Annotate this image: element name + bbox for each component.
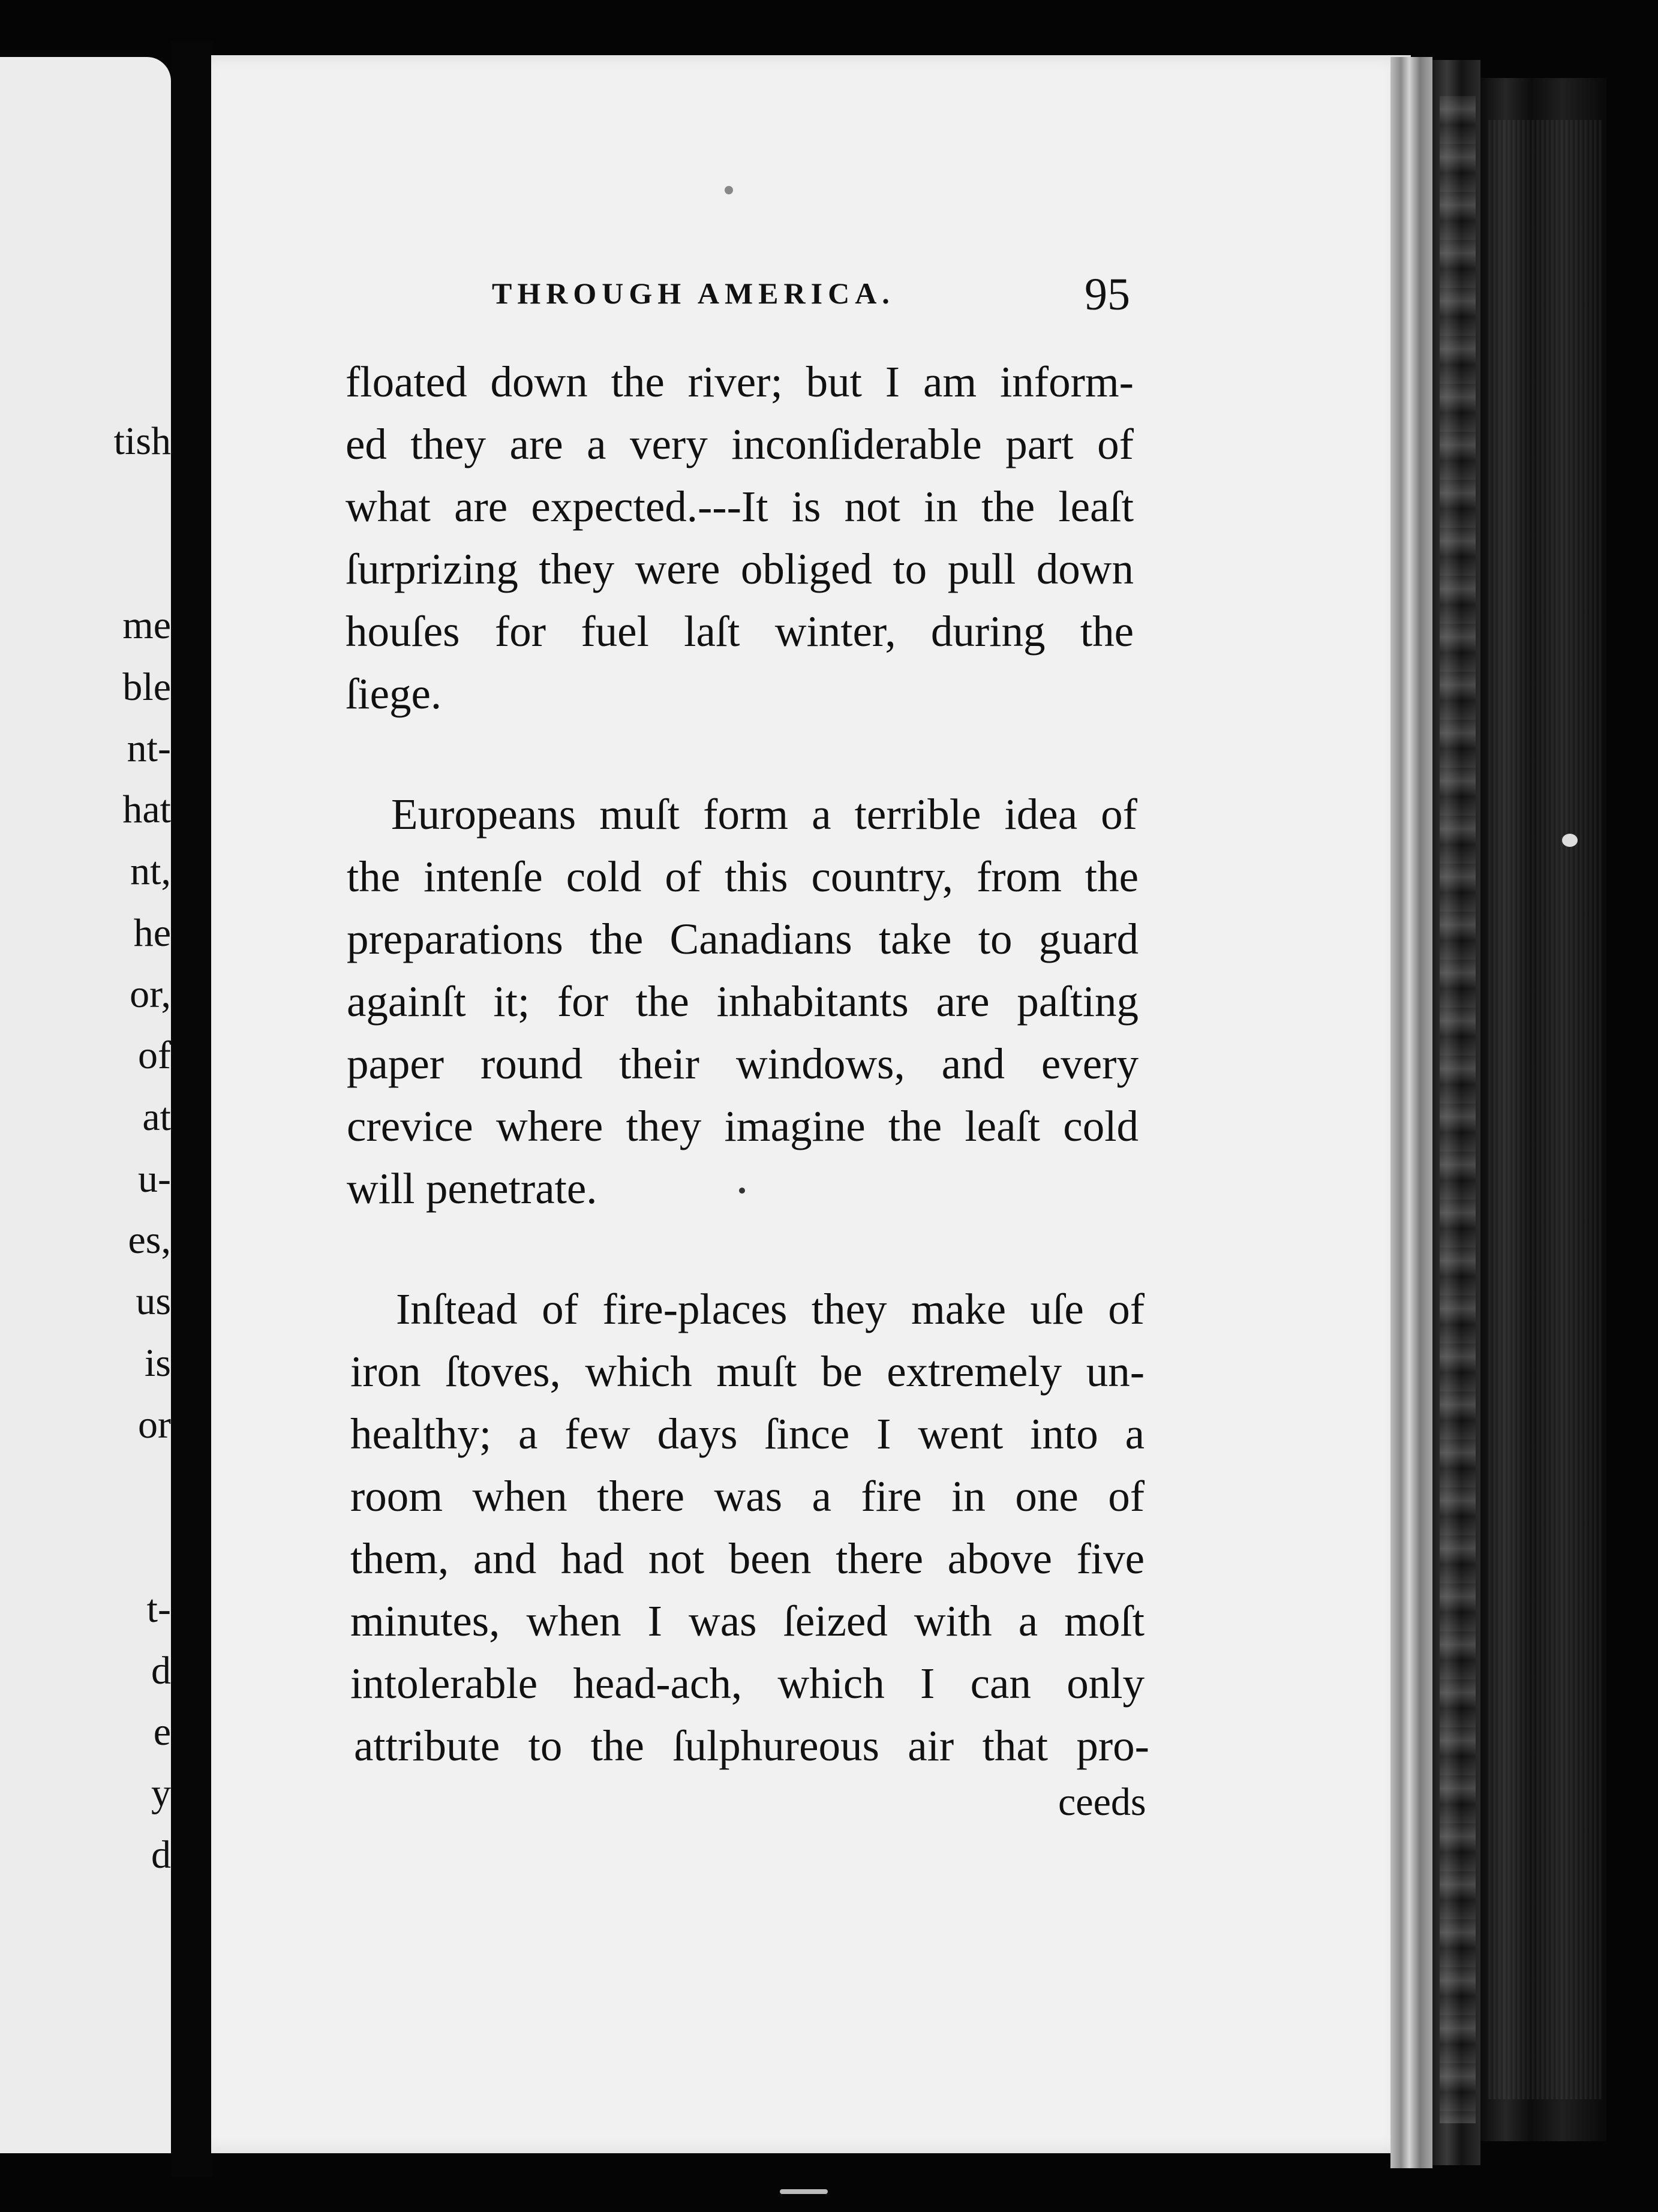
page-edge-texture: [1440, 96, 1476, 2123]
book-cover-edge-lines: [1488, 120, 1602, 2099]
left-page-fragment: d: [151, 1833, 171, 1877]
left-page-fragment: he: [133, 911, 171, 955]
text-line: ed they are a very inconſiderable part of: [346, 420, 1134, 468]
running-head: THROUGH AMERICA.: [492, 276, 895, 310]
text-line: houſes for fuel laſt winter, during the: [346, 607, 1134, 656]
scan-speck: [1562, 834, 1578, 847]
book-gutter: [171, 42, 213, 2177]
text-line: Europeans muſt form a terrible idea of: [391, 790, 1137, 838]
scan-speck: [739, 1188, 745, 1194]
text-line: crevice where they imagine the leaſt cold: [347, 1102, 1139, 1150]
left-page-fragment: ble: [122, 665, 171, 709]
text-line: paper round their windows, and every: [347, 1039, 1139, 1088]
text-line: the intenſe cold of this country, from the: [347, 852, 1139, 901]
left-page-fragment: d: [151, 1649, 171, 1693]
text-line: iron ſtoves, which muſt be extremely un-: [350, 1347, 1145, 1396]
text-line: floated down the river; but I am inform-: [346, 357, 1134, 406]
left-page-fragment: at: [142, 1095, 171, 1139]
text-line: intolerable head-ach, which I can only: [350, 1659, 1145, 1708]
left-page-fragment: es,: [128, 1218, 171, 1262]
left-page-fragment: tish: [113, 419, 171, 463]
left-page-fragment: me: [122, 603, 171, 647]
left-page-fragment: u-: [138, 1157, 171, 1201]
left-page-fragment: hat: [122, 788, 171, 831]
left-page-fragment: or,: [130, 972, 171, 1016]
left-page-fragment: y: [151, 1771, 171, 1815]
page-edge-stack: [1390, 57, 1432, 2168]
catchword: ceeds: [1058, 1780, 1146, 1824]
text-line: attribute to the ſulphureous air that pro-: [354, 1721, 1149, 1770]
text-line: minutes, when I was ſeized with a moſt: [350, 1597, 1145, 1645]
left-page-fragment: e: [153, 1710, 171, 1754]
text-line: ſurprizing they were obliged to pull down: [346, 545, 1134, 593]
scan-speck: [780, 2189, 828, 2194]
left-page-fragment: us: [136, 1279, 171, 1323]
left-page-fragment: nt-: [127, 726, 171, 770]
text-line: room when there was a fire in one of: [350, 1472, 1145, 1520]
text-line: againſt it; for the inhabitants are paſting: [347, 977, 1139, 1026]
text-line: ſiege.: [346, 669, 442, 718]
left-facing-page: [0, 57, 171, 2153]
scan-speck: [725, 186, 733, 194]
text-line: them, and had not been there above five: [350, 1534, 1145, 1583]
left-page-fragment: is: [144, 1341, 171, 1385]
text-line: healthy; a few days ſince I went into a: [350, 1409, 1145, 1458]
text-line: Inſtead of fire-places they make uſe of: [396, 1285, 1145, 1333]
left-page-fragment: nt,: [130, 849, 171, 893]
left-page-fragment: or: [138, 1403, 171, 1447]
page-number: 95: [1085, 269, 1130, 320]
text-line: will penetrate.: [347, 1164, 597, 1213]
left-page-fragment: of: [138, 1033, 171, 1077]
text-line: what are expected.---It is not in the leaſt: [346, 482, 1134, 531]
text-line: preparations the Canadians take to guard: [347, 915, 1139, 963]
left-page-fragment: t-: [146, 1587, 171, 1631]
